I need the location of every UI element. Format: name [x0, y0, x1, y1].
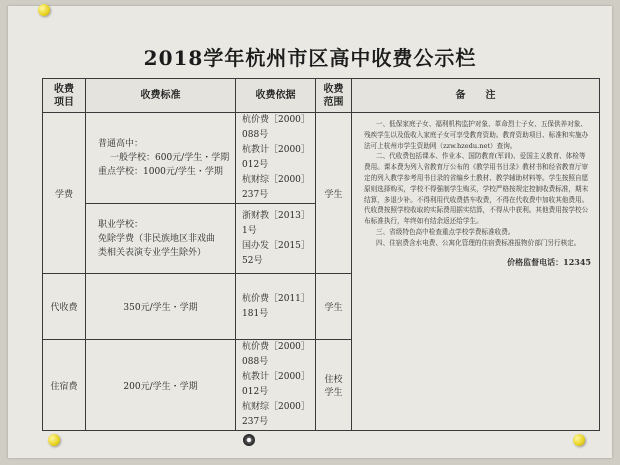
cell-vocational-basis [236, 204, 316, 274]
cell-lodging-basis [236, 340, 316, 431]
notes-p2: 二、代收费包括课本、作业本、国防教育(军训)、爱国主义教育、体检等费用。课本费为列入省教育厅公布的《教学用书目录》教材书和经省教育厅审定的列入教学参考用书目录的省编乡土教材、教学辅助材料等。学生按照自愿原则选择购买，学校不得强制学生购买，学校严格按规定控制收费标准，期末结算，多退少补。不得利用代收费搭车收费，不得在代收费中加收其他费用。代收费按照学校收取的实际费用据实结算，不得从中获利。其他费用按学校公布标准执行，年终如有结余返还给学生。 [364, 152, 589, 226]
fee-table [42, 78, 600, 431]
notes-cell [352, 113, 600, 431]
notes-p4: 四、住宿费含水电费、公寓化管理的住宿费标准报物价部门另行核定。 [376, 238, 581, 247]
basis-doc: 杭财综［2000］237号 [242, 402, 310, 427]
header-scope: 收费 范围 [316, 79, 352, 113]
table-row-tuition-general [43, 113, 600, 204]
cell-agency-basis: 杭价费［2011］181号 [236, 274, 316, 340]
cell-lodging-item: 住宿费 [43, 340, 86, 431]
cell-general-basis [236, 113, 316, 204]
basis-doc: 国办发［2015］52号 [242, 240, 310, 266]
cell-vocational-standard [86, 204, 236, 274]
basis-doc: 杭财综［2000］237号 [242, 175, 310, 200]
cell-tuition-scope: 学生 [316, 113, 352, 274]
general-title: 普通高中： [98, 139, 144, 149]
basis-doc: 杭教计［2000］012号 [242, 145, 310, 170]
basis-doc: 杭价费［2000］088号 [242, 115, 310, 140]
vocational-line2: 免除学费（非民族地区非戏曲 [98, 233, 216, 244]
pushpin-icon [573, 434, 585, 446]
general-line2: 重点学校：1000元/学生・学期 [98, 167, 223, 177]
notes-p3: 三、省级特色高中检查重点学校学费标准收费。 [376, 227, 515, 236]
cell-general-standard [86, 113, 236, 204]
pushpin-icon [48, 434, 60, 446]
cell-agency-scope: 学生 [316, 274, 352, 340]
pushpin-icon [38, 4, 50, 16]
header-basis: 收费依据 [236, 79, 316, 113]
cell-lodging-scope: 住校 学生 [316, 340, 352, 431]
vocational-line3: 类相关表演专业学生除外） [98, 247, 207, 258]
notice-paper [8, 6, 612, 458]
cell-lodging-standard: 200元/学生・学期 [86, 340, 236, 431]
price-hotline: 价格监督电话：12345 [507, 256, 591, 267]
cell-tuition-item: 学费 [43, 113, 86, 274]
cell-agency-standard: 350元/学生・学期 [86, 274, 236, 340]
page-title: 2018学年杭州市区高中收费公示栏 [143, 46, 477, 70]
general-line1: 一般学校：600元/学生・学期 [110, 153, 230, 163]
notes-p1: 一、低保家庭子女、福利机构监护对象、革命烈士子女、五保供养对象、残疾学生以及低收入家庭子女可享受教育资助。教育资助项目、标准和实施办法可上杭州市学生资助网（zzw.hzedu.net）查询。 [364, 120, 589, 150]
basis-doc: 杭价费［2000］088号 [242, 342, 310, 367]
cell-agency-item: 代收费 [43, 274, 86, 340]
basis-doc: 浙财教［2013］1号 [242, 210, 310, 236]
thumbtack-icon [243, 434, 255, 446]
header-standard: 收费标准 [86, 79, 236, 113]
basis-doc: 杭教计［2000］012号 [242, 372, 310, 397]
header-notes: 备 注 [352, 79, 600, 113]
header-item: 收费 项目 [43, 79, 86, 113]
table-header-row [43, 79, 600, 113]
vocational-line1: 职业学校： [98, 219, 144, 230]
